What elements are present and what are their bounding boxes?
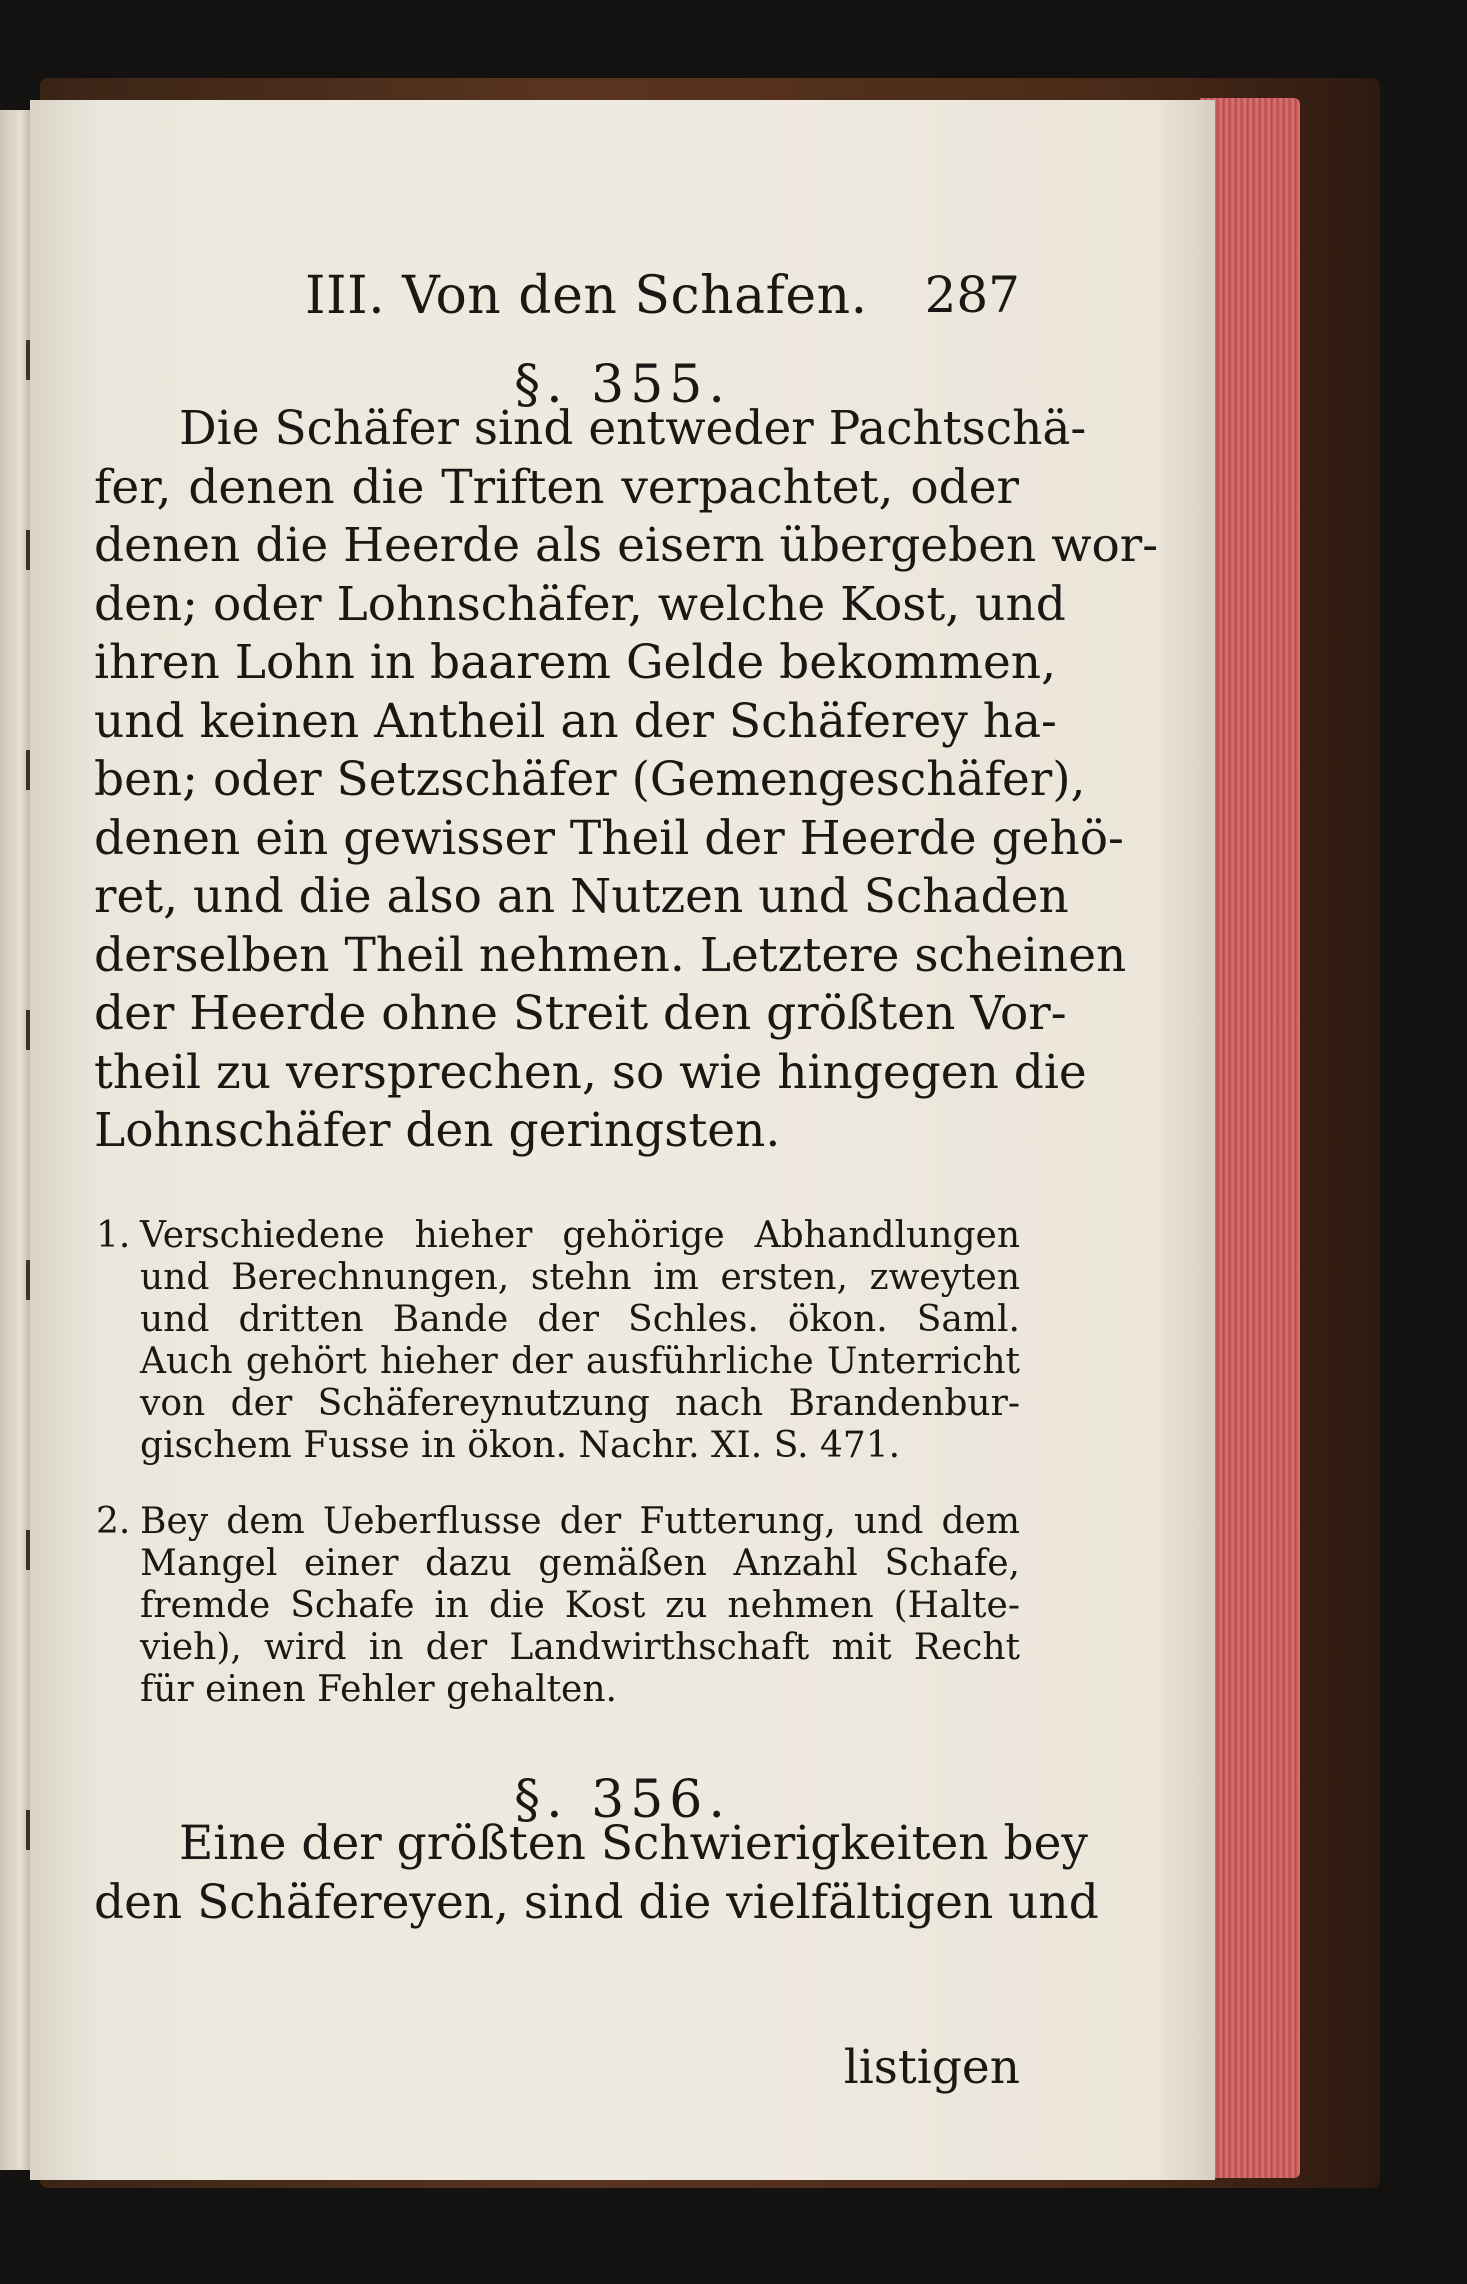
note-line: und dritten Bande der Schles. ökon. Saml. [140,1299,1020,1340]
running-title: III. Von den Schafen. [305,266,868,326]
text-line: denen ein gewisser Theil der Heerde gehö- [94,810,1124,866]
text-line: ihren Lohn in baarem Gelde bekommen, [94,635,1057,690]
note-line: gischem Fusse in ökon. Nachr. XI. S. 471. [140,1425,901,1466]
note-2 [96,1501,1020,1711]
section-mark-356: §. 356. [514,1770,731,1830]
text-line: ret, und die also an Nutzen und Schaden [94,869,1069,924]
note-line: für einen Fehler gehalten. [140,1669,617,1710]
section-356-text [94,1815,1099,1932]
note-number: 1. [96,1215,131,1256]
text-line: den; oder Lohnschäfer, welche Kost, und [94,576,1066,632]
catchword: listigen [843,2040,1020,2095]
note-line: vieh), wird in der Landwirthschaft mit Recht [140,1627,1020,1668]
text-line: derselben Theil nehmen. Letztere scheinen [94,927,1127,983]
text-line: Lohnschäfer den geringsten. [94,1103,781,1158]
red-page-edges [1200,98,1300,2178]
note-body [140,1215,1020,1467]
page-header [275,260,1020,340]
text-line: ben; oder Setzschäfer (Gemengeschäfer), [94,752,1086,807]
note-line: und Berechnungen, stehn im ersten, zweyten [140,1257,1020,1298]
note-body [140,1501,1020,1711]
note-1 [96,1215,1020,1467]
text-line: Die Schäfer sind entweder Pachtschä- [179,401,1087,456]
book-page [30,100,1215,2180]
facing-page-edge [0,110,34,2170]
note-line: Bey dem Ueberflusse der Futterung, und dem [140,1501,1020,1542]
note-line: Mangel einer dazu gemäßen Anzahl Schafe, [140,1543,1020,1584]
note-line: Verschiedene hieher gehörige Abhandlungen [140,1215,1020,1256]
section-mark-355: §. 355. [514,355,731,415]
text-line: der Heerde ohne Streit den größten Vor- [94,986,1067,1041]
note-line: von der Schäfereynutzung nach Brandenbur- [140,1383,1020,1424]
page-number: 287 [924,266,1020,324]
text-line: den Schäfereyen, sind die vielfältigen und [94,1874,1099,1930]
note-line: Auch gehört hieher der ausführliche Unterricht [140,1341,1020,1382]
note-line: fremde Schafe in die Kost zu nehmen (Halte- [140,1585,1020,1626]
text-line: und keinen Antheil an der Schäferey ha- [94,693,1057,749]
text-line: denen die Heerde als eisern übergeben wor- [94,518,1159,573]
footnotes [96,1215,1020,1737]
text-line: Eine der größten Schwierigkeiten bey [179,1816,1088,1871]
section-355-text [94,400,1159,1161]
note-number: 2. [96,1501,131,1542]
text-line: theil zu versprechen, so wie hingegen die [94,1044,1087,1100]
text-line: fer, denen die Triften verpachtet, oder [94,459,1019,515]
